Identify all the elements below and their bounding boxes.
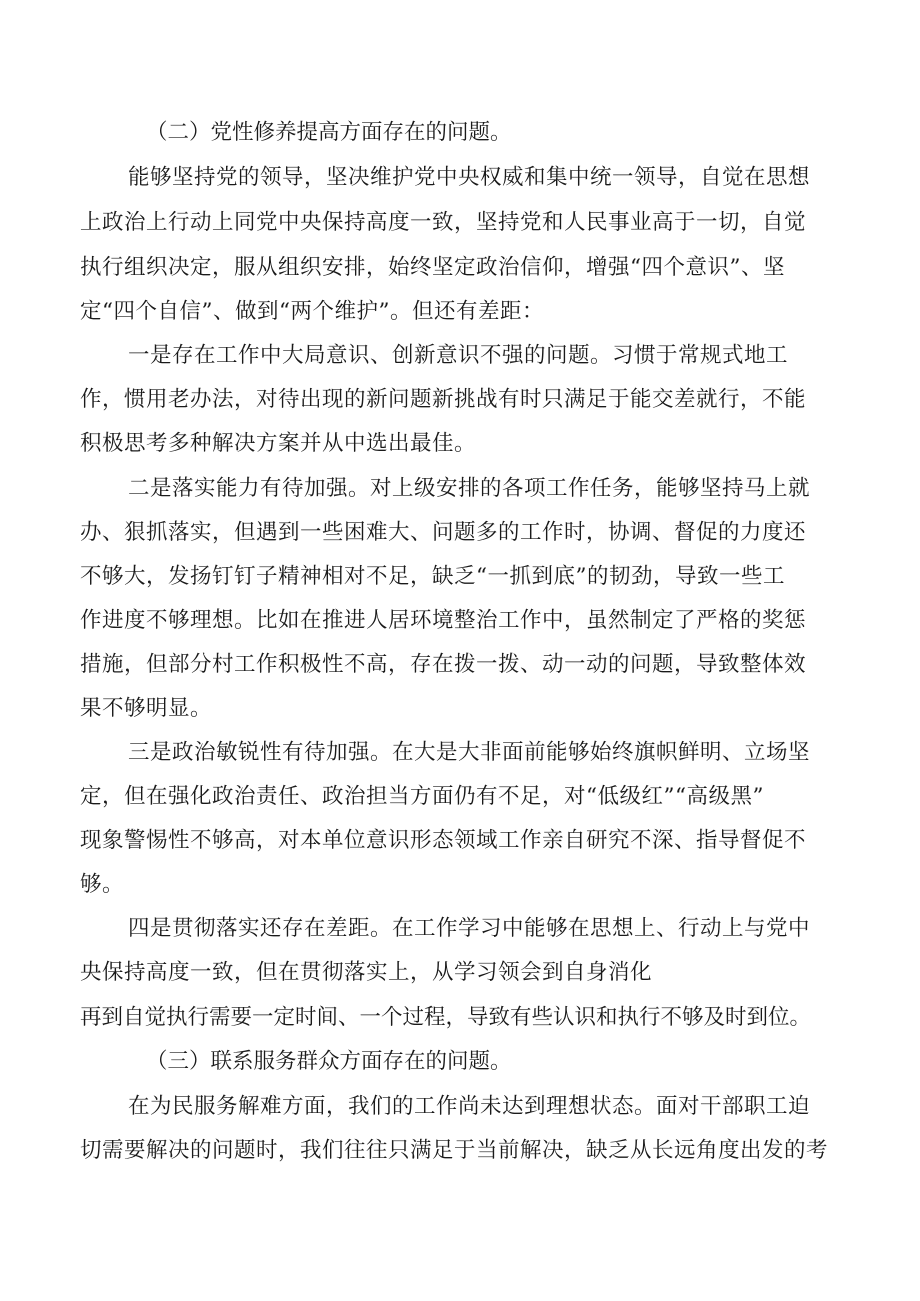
section-heading-3: （三）联系服务群众方面存在的问题。 bbox=[146, 1049, 512, 1074]
paragraph-line: 办、狠抓落实，但遇到一些困难大、问题多的工作时，协调、督促的力度还 bbox=[80, 520, 807, 545]
paragraph-line: 切需要解决的问题时，我们往往只满足于当前解决，缺乏从长远角度出发的考 bbox=[80, 1138, 829, 1163]
paragraph-line: 定“四个自信”、做到“两个维护”。但还有差距： bbox=[80, 299, 544, 324]
paragraph-line: 上政治上行动上同党中央保持高度一致，坚持党和人民事业高于一切，自觉 bbox=[80, 210, 807, 235]
paragraph-line: 执行组织决定，服从组织安排，始终坚定政治信仰，增强“四个意识”、坚 bbox=[80, 255, 785, 280]
paragraph-line: 措施，但部分村工作积极性不高，存在拨一拨、动一动的问题，导致整体效 bbox=[80, 652, 807, 677]
paragraph-line: 果不够明显。 bbox=[80, 696, 213, 721]
paragraph-line: 再到自觉执行需要一定时间、一个过程，导致有些认识和执行不够及时到位。 bbox=[80, 1005, 812, 1030]
paragraph-line: 积极思考多种解决方案并从中选出最佳。 bbox=[80, 431, 477, 456]
paragraph-line: 定，但在强化政治责任、政治担当方面仍有不足，对“低级红”“高级黑” bbox=[80, 784, 764, 809]
paragraph-line: 一是存在工作中大局意识、创新意识不强的问题。习惯于常规式地工 bbox=[128, 343, 789, 368]
paragraph-line: 二是落实能力有待加强。对上级安排的各项工作任务，能够坚持马上就 bbox=[128, 476, 811, 501]
paragraph-line: 四是贯彻落实还存在差距。在工作学习中能够在思想上、行动上与党中 bbox=[128, 916, 811, 941]
paragraph-line: 作进度不够理想。比如在推进人居环境整治工作中，虽然制定了严格的奖惩 bbox=[80, 608, 807, 633]
paragraph-line: 作，惯用老办法，对待出现的新问题新挑战有时只满足于能交差就行，不能 bbox=[80, 387, 807, 412]
paragraph-line: 现象警惕性不够高，对本单位意识形态领域工作亲自研究不深、指导督促不 bbox=[80, 828, 807, 853]
paragraph-line: 能够坚持党的领导，坚决维护党中央权威和集中统一领导，自觉在思想 bbox=[128, 165, 811, 190]
section-heading-2: （二）党性修养提高方面存在的问题。 bbox=[146, 120, 512, 145]
paragraph-line: 够。 bbox=[80, 872, 125, 897]
paragraph-line: 不够大，发扬钉钉子精神相对不足，缺乏“一抓到底”的韧劲，导致一些工 bbox=[80, 564, 785, 589]
paragraph-line: 在为民服务解难方面，我们的工作尚未达到理想状态。面对干部职工迫 bbox=[128, 1094, 811, 1119]
paragraph-line: 央保持高度一致，但在贯彻落实上，从学习领会到自身消化 bbox=[80, 960, 653, 985]
paragraph-line: 三是政治敏锐性有待加强。在大是大非面前能够始终旗帜鲜明、立场坚 bbox=[128, 740, 811, 765]
